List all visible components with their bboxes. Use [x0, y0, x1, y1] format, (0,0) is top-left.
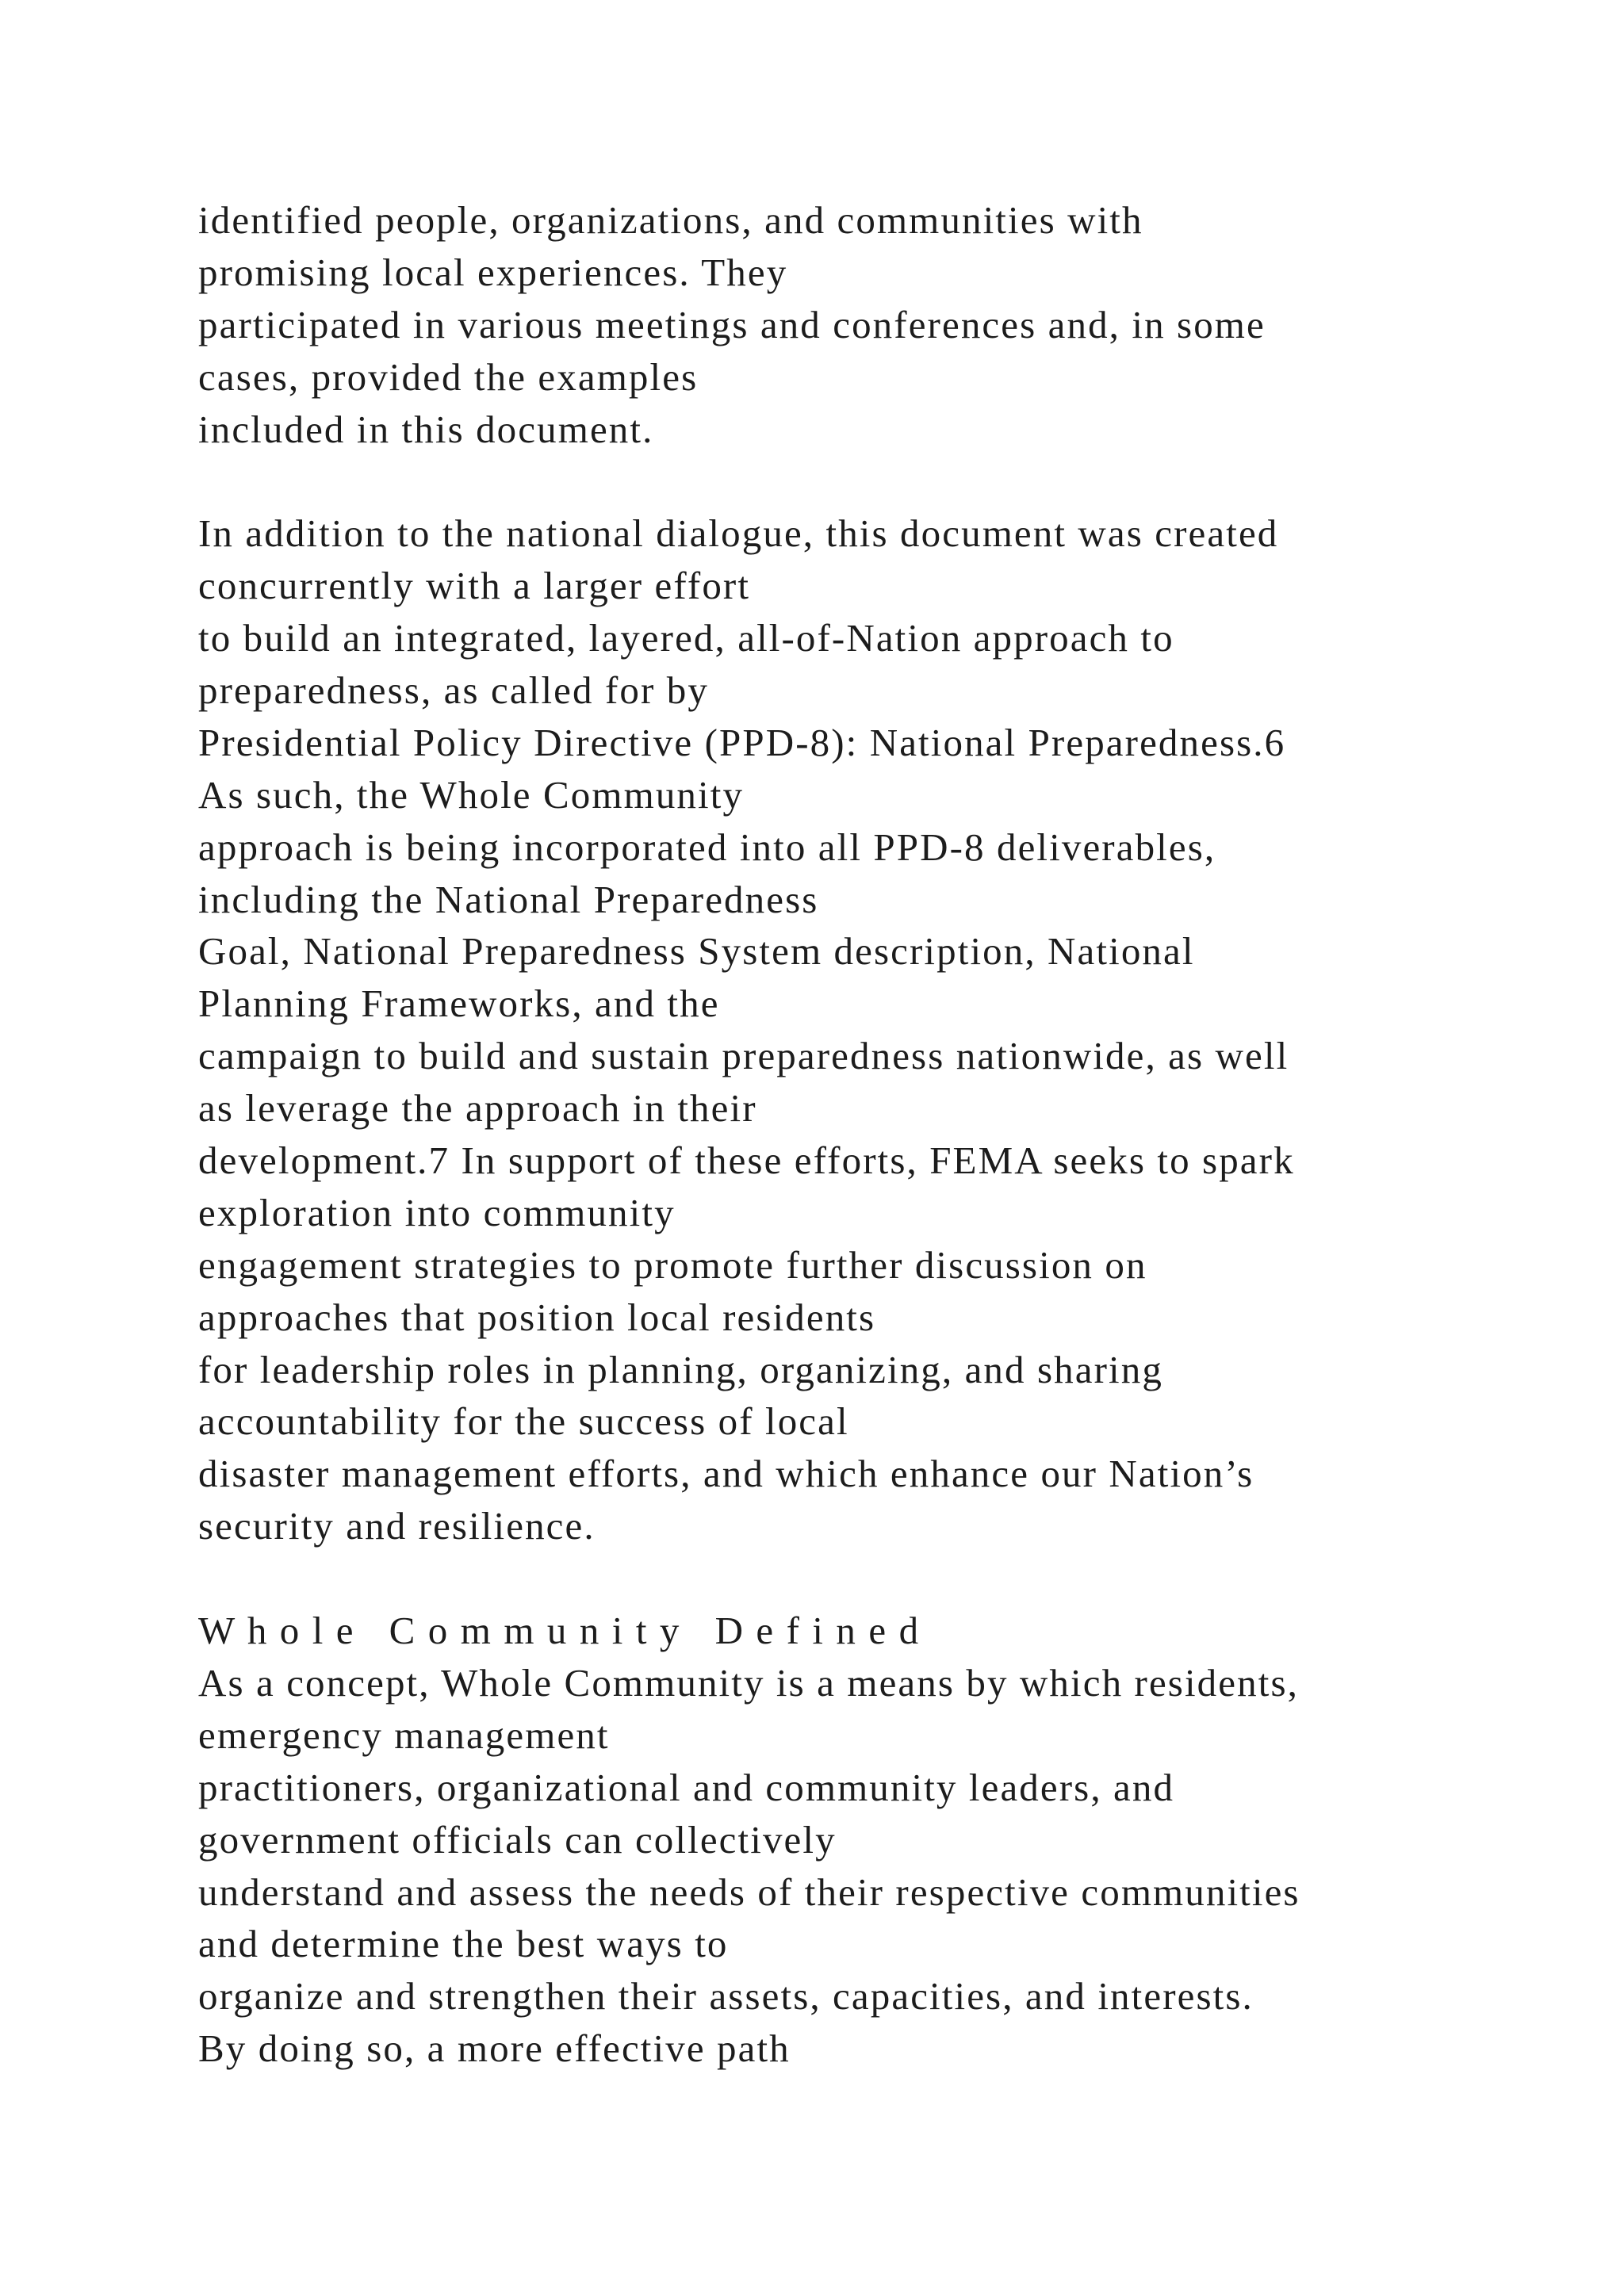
text-line: Goal, National Preparedness System description, National: [198, 929, 1195, 974]
text-line: promising local experiences. They: [198, 250, 788, 294]
text-line: government officials can collectively: [198, 1817, 837, 1862]
text-line: preparedness, as called for by: [198, 668, 709, 713]
text-line: accountability for the success of local: [198, 1399, 849, 1444]
text-line: As a concept, Whole Community is a means by which residents,: [198, 1660, 1299, 1705]
paragraph-2: [198, 507, 1546, 1552]
text-line: exploration into community: [198, 1190, 676, 1234]
text-line: As such, the Whole Community: [198, 772, 745, 817]
paragraph-spacer: [198, 455, 1546, 507]
text-line: participated in various meetings and conferences and, in some: [198, 302, 1266, 346]
text-line: development.7 In support of these efforts, FEMA seeks to spark: [198, 1138, 1295, 1183]
text-line: disaster management efforts, and which enhance our Nation’s: [198, 1452, 1254, 1496]
paragraph-3: [198, 1605, 1546, 2075]
paragraph-spacer: [198, 1552, 1546, 1605]
text-line: understand and assess the needs of their respective communities: [198, 1869, 1300, 1914]
text-line: as leverage the approach in their: [198, 1086, 757, 1131]
text-line: campaign to build and sustain preparedness nationwide, as well: [198, 1034, 1289, 1078]
text-line: approach is being incorporated into all PPD-8 deliverables,: [198, 825, 1216, 869]
section-heading: W h o l e C o m m u n i t y D e f i n e d: [198, 1609, 921, 1653]
paragraph-1: [198, 194, 1546, 455]
text-line: organize and strengthen their assets, capacities, and interests.: [198, 1974, 1254, 2019]
text-line: concurrently with a larger effort: [198, 564, 751, 608]
text-line: identified people, organizations, and communities with: [198, 198, 1143, 242]
text-line: for leadership roles in planning, organizing, and sharing: [198, 1347, 1163, 1391]
text-line: practitioners, organizational and community leaders, and: [198, 1765, 1175, 1809]
text-line: engagement strategies to promote further discussion on: [198, 1242, 1147, 1287]
document-page: [198, 194, 1546, 2075]
text-line: By doing so, a more effective path: [198, 2026, 791, 2071]
text-line: emergency management: [198, 1712, 610, 1757]
text-line: to build an integrated, layered, all-of-Nation approach to: [198, 616, 1174, 660]
text-line: included in this document.: [198, 407, 654, 451]
text-line: approaches that position local residents: [198, 1295, 876, 1339]
text-line: and determine the best ways to: [198, 1922, 729, 1966]
text-line: including the National Preparedness: [198, 877, 819, 921]
text-line: Presidential Policy Directive (PPD-8): National Preparedness.6: [198, 720, 1286, 764]
text-line: security and resilience.: [198, 1504, 596, 1548]
text-line: cases, provided the examples: [198, 354, 699, 399]
text-line: In addition to the national dialogue, this document was created: [198, 511, 1279, 556]
text-line: Planning Frameworks, and the: [198, 982, 720, 1026]
